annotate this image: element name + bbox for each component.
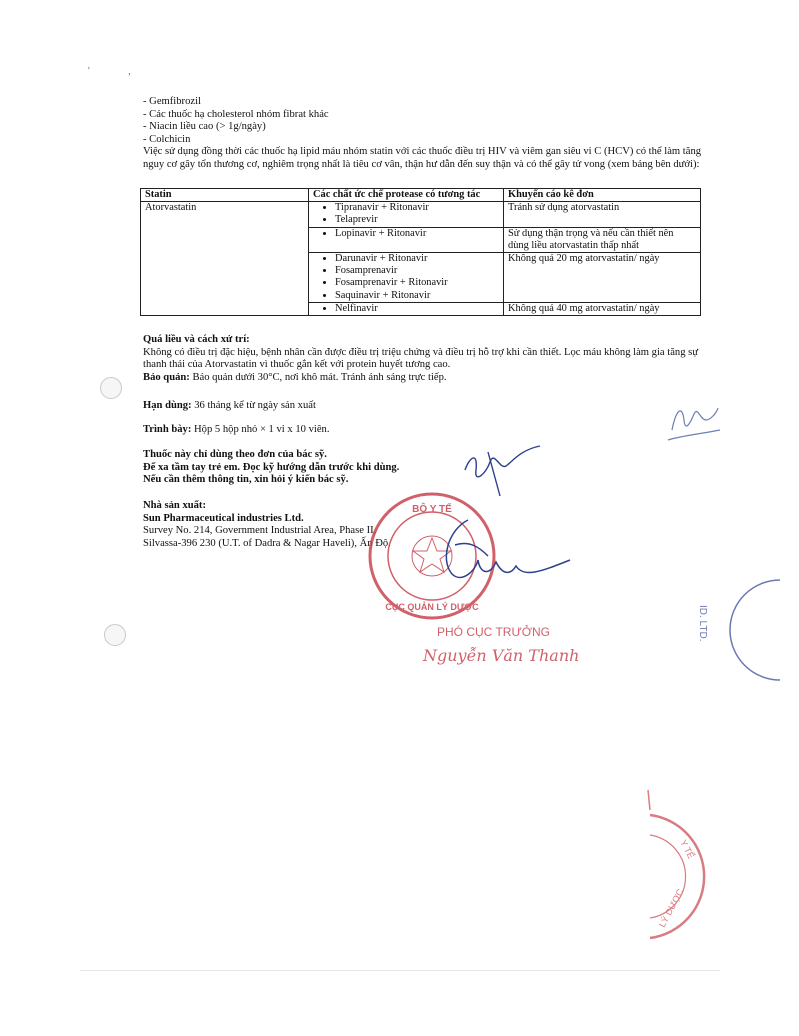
signature-margin [668, 408, 720, 440]
advice-cell: Không quá 40 mg atorvastatin/ ngày [504, 302, 701, 315]
shelf-life-text: 36 tháng kể từ ngày sản xuất [191, 400, 316, 411]
manufacturer-address-1: Survey No. 214, Government Industrial Area, Phase II, [143, 525, 377, 537]
list-item: - Niacin liều cao (> 1g/ngày) [143, 121, 266, 133]
storage-label: Bảo quản: [143, 371, 190, 383]
warning-line: Để xa tầm tay trẻ em. Đọc kỹ hướng dẫn trước khi dùng. [143, 461, 400, 473]
shelf-life-label: Hạn dùng: [143, 400, 192, 411]
seal-top-text: BỘ Y TẾ [412, 504, 452, 515]
partial-seal-right [697, 580, 780, 680]
list-item: - Gemfibrozil [143, 96, 201, 107]
official-seal [370, 494, 494, 618]
drug-item: • Nelfinavir [335, 303, 499, 315]
warning-line: Nếu cần thêm thông tin, xin hỏi ý kiến bác sỹ. [143, 474, 349, 486]
advice-cell: Không quá 20 mg atorvastatin/ ngày [504, 253, 701, 303]
warning-line: Thuốc này chỉ dùng theo đơn của bác sỹ. [143, 449, 327, 460]
list-item: - Colchicin [143, 133, 191, 145]
header-statin: Statin [141, 189, 309, 202]
intro-paragraph: Việc sử dụng đồng thời các thuốc hạ lipid máu nhóm statin với các thuốc điều trị HIV và viêm gan siêu vi C (HCV) có thể làm tăng nguy cơ gây tổn thương cơ, nghiêm trọng nhất là tiêu cơ vân, thận hư dẫn đến suy thận và có thể gây tử vong (xem bảng bên dưới): [143, 146, 702, 170]
lower-seal-text-2: LÝ DƯỢC [656, 887, 686, 929]
storage-text: Bảo quản dưới 30°C, nơi khô mát. Tránh ánh sáng trực tiếp. [189, 371, 447, 383]
drug-item: • Darunavir + Ritonavir [335, 253, 499, 265]
stamp-signatory-name: Nguyễn Văn Thanh [423, 646, 580, 665]
header-prescribing-advice: Khuyến cáo kê đơn [504, 189, 701, 202]
presentation-text: Hộp 5 hộp nhỏ × 1 vỉ x 10 viên. [191, 424, 330, 435]
seal-bottom-text: CỤC QUẢN LÝ DƯỢC [385, 602, 479, 612]
drug-item: • Lopinavir + Ritonavir [335, 228, 499, 240]
manufacturer-name: Sun Pharmaceutical industries Ltd. [143, 512, 304, 524]
stamp-title: PHÓ CỤC TRƯỞNG [437, 625, 550, 639]
manufacturer-label: Nhà sản xuất: [143, 500, 206, 511]
drug-item: • Telaprevir [335, 214, 499, 226]
manufacturer-address-2: Silvassa-396 230 (U.T. of Dadra & Nagar Haveli), Ấn Độ. [143, 537, 391, 549]
signature-upper [465, 446, 540, 496]
header-protease-inhibitors: Các chất ức chế protease có tương tác [309, 189, 504, 202]
drug-item: • Tipranavir + Ritonavir [335, 202, 499, 214]
signature-lower [446, 520, 570, 577]
drug-item: • Fosamprenavir + Ritonavir [335, 277, 499, 289]
lower-seal-text: Y TẾ [678, 838, 697, 861]
statin-cell: Atorvastatin [141, 202, 309, 316]
corner-mark: ' , [88, 66, 149, 77]
advice-cell: Tránh sử dụng atorvastatin [504, 202, 701, 227]
list-item: - Các thuốc hạ cholesterol nhóm fibrat khác [143, 108, 329, 120]
overdose-text: Không có điều trị đặc hiệu, bệnh nhân cần được điều trị triệu chứng và điều trị hỗ trợ khi cần thiết. Lọc máu không làm gia tăng sự thanh thải của Atorvastatin vì thuốc gắn kết với protein huyết tương cao. [143, 346, 699, 371]
partial-seal-lower [648, 790, 704, 938]
page-bottom-line [80, 970, 720, 971]
drug-item: • Fosamprenavir [335, 265, 499, 277]
partial-seal-text: ID. LTD. [697, 605, 708, 642]
presentation-label: Trình bày: [143, 424, 192, 435]
overdose-title: Quá liều và cách xử trí: [143, 334, 250, 345]
advice-cell: Sử dụng thận trọng và nếu cần thiết nên dùng liều atorvastatin thấp nhất [504, 227, 701, 252]
drug-item: • Saquinavir + Ritonavir [335, 290, 499, 302]
